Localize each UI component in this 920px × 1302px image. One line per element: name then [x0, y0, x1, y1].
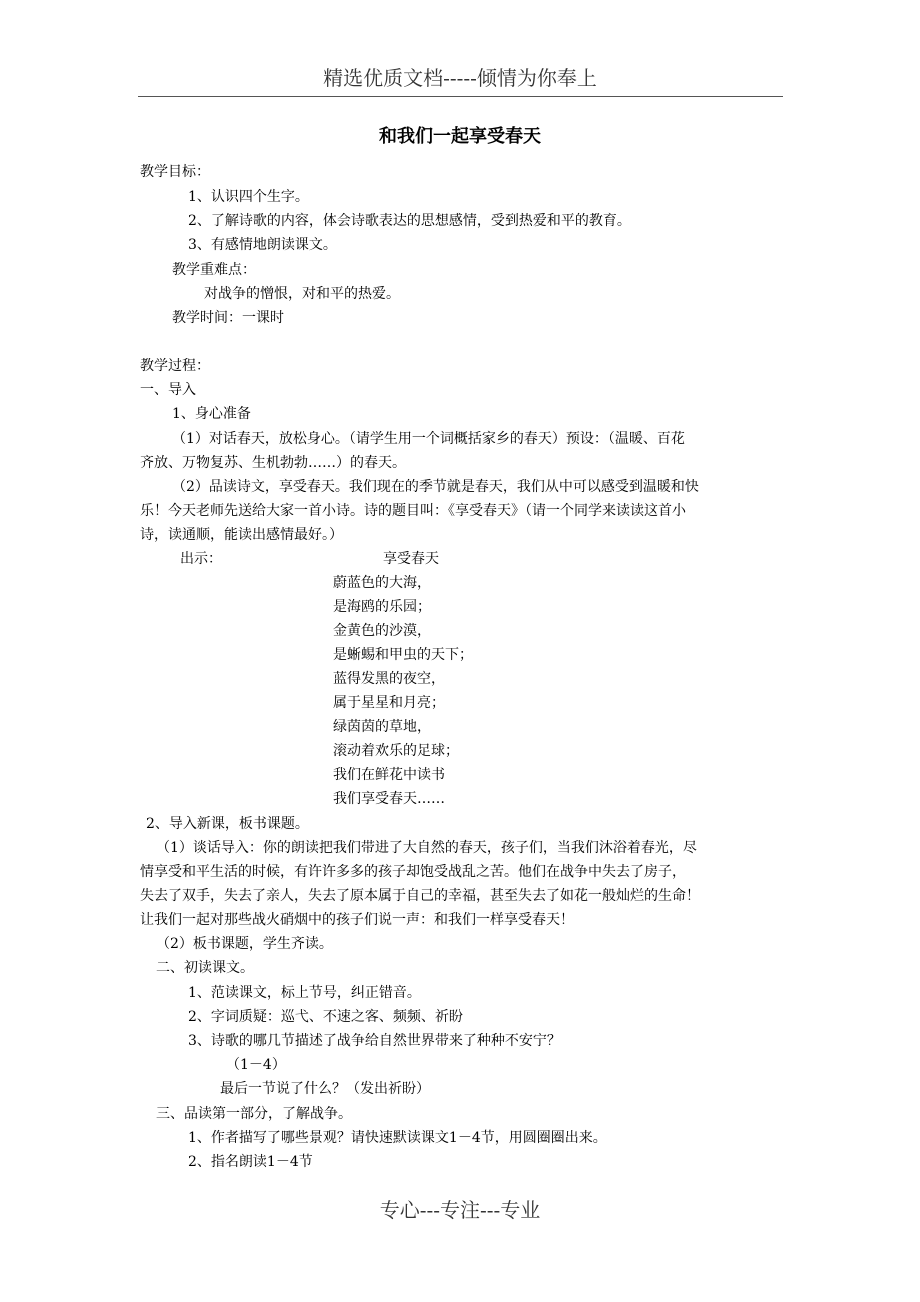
paragraph-line: （1）谈话导入：你的朗读把我们带进了大自然的春天，孩子们，当我们沐浴着春光，尽 — [156, 840, 697, 856]
paragraph-line: 齐放、万物复苏、生机勃勃……）的春天。 — [140, 455, 406, 471]
part3-heading: 三、品读第一部分，了解战争。 — [156, 1106, 352, 1122]
paragraph-line: （2）品读诗文，享受春天。我们现在的季节就是春天，我们从中可以感受到温暖和快 — [172, 479, 699, 495]
part3-item: 2、指名朗读1－4节 — [188, 1154, 313, 1170]
objectives-heading: 教学目标： — [140, 164, 210, 180]
part2-item: 2、字词质疑：巡弋、不速之客、频频、祈盼 — [188, 1009, 463, 1025]
poem-line: 金黄色的沙漠， — [333, 623, 431, 639]
key-points-content: 对战争的憎恨，对和平的热爱。 — [204, 286, 400, 302]
objective-item: 1、认识四个生字。 — [188, 189, 309, 205]
poem-line: 是海鸥的乐园； — [333, 599, 431, 615]
poem-line: 滚动着欢乐的足球； — [333, 743, 459, 759]
poem-line: 蔚蓝色的大海， — [333, 575, 431, 591]
poem-line: 我们在鲜花中读书 — [333, 767, 445, 783]
part3-item: 1、作者描写了哪些景观？请快速默读课文1－4节，用圆圈圈出来。 — [188, 1130, 607, 1146]
poem-line: 蓝得发黑的夜空， — [333, 671, 445, 687]
part2-heading: 二、初读课文。 — [156, 960, 254, 976]
part2-item: 1、范读课文，标上节号，纠正错音。 — [188, 985, 421, 1001]
header-rule — [138, 96, 783, 97]
paragraph-line: 情享受和平生活的时候，有许许多多的孩子却饱受战乱之苦。他们在战争中失去了房子， — [140, 864, 686, 880]
step2-heading: 2、导入新课，板书课题。 — [146, 816, 309, 832]
objective-item: 3、有感情地朗读课文。 — [188, 237, 337, 253]
paragraph-line: （1）对话春天，放松身心。（请学生用一个词概括家乡的春天）预设：（温暖、百花 — [172, 431, 685, 447]
paragraph-line: 让我们一起对那些战火硝烟中的孩子们说一声：和我们一样享受春天！ — [140, 912, 574, 928]
paragraph-line: （2）板书课题，学生齐读。 — [156, 936, 333, 952]
poem-line: 绿茵茵的草地， — [333, 719, 431, 735]
objective-item: 2、了解诗歌的内容，体会诗歌表达的思想感情，受到热爱和平的教育。 — [188, 213, 631, 229]
part1-heading: 一、导入 — [140, 382, 196, 398]
step1-heading: 1、身心准备 — [172, 406, 251, 422]
process-heading: 教学过程： — [140, 358, 210, 374]
part2-answer: （1－4） — [226, 1057, 286, 1073]
poem-line: 属于星星和月亮； — [333, 695, 445, 711]
document-title: 和我们一起享受春天 — [379, 126, 541, 147]
key-points-heading: 教学重难点： — [172, 262, 256, 278]
part2-answer: 最后一节说了什么？（发出祈盼） — [220, 1081, 430, 1097]
paragraph-line: 失去了双手，失去了亲人，失去了原本属于自己的幸福，甚至失去了如花一般灿烂的生命！ — [140, 888, 700, 904]
paragraph-line: 乐！今天老师先送给大家一首小诗。诗的题目叫：《享受春天》（请一个同学来读读这首小 — [140, 503, 686, 519]
poem-line: 是蜥蜴和甲虫的天下； — [333, 647, 473, 663]
teaching-time: 教学时间：一课时 — [172, 310, 284, 326]
poem-line: 我们享受春天…… — [333, 791, 445, 807]
page-header: 精选优质文档-----倾情为你奉上 — [323, 66, 597, 90]
part2-item: 3、诗歌的哪几节描述了战争给自然世界带来了种种不安宁？ — [188, 1033, 561, 1049]
page-footer: 专心---专注---专业 — [379, 1198, 541, 1222]
paragraph-line: 诗，读通顺，能读出感情最好。） — [140, 527, 343, 543]
poem-title: 享受春天 — [383, 551, 439, 567]
show-label: 出示： — [180, 551, 222, 567]
